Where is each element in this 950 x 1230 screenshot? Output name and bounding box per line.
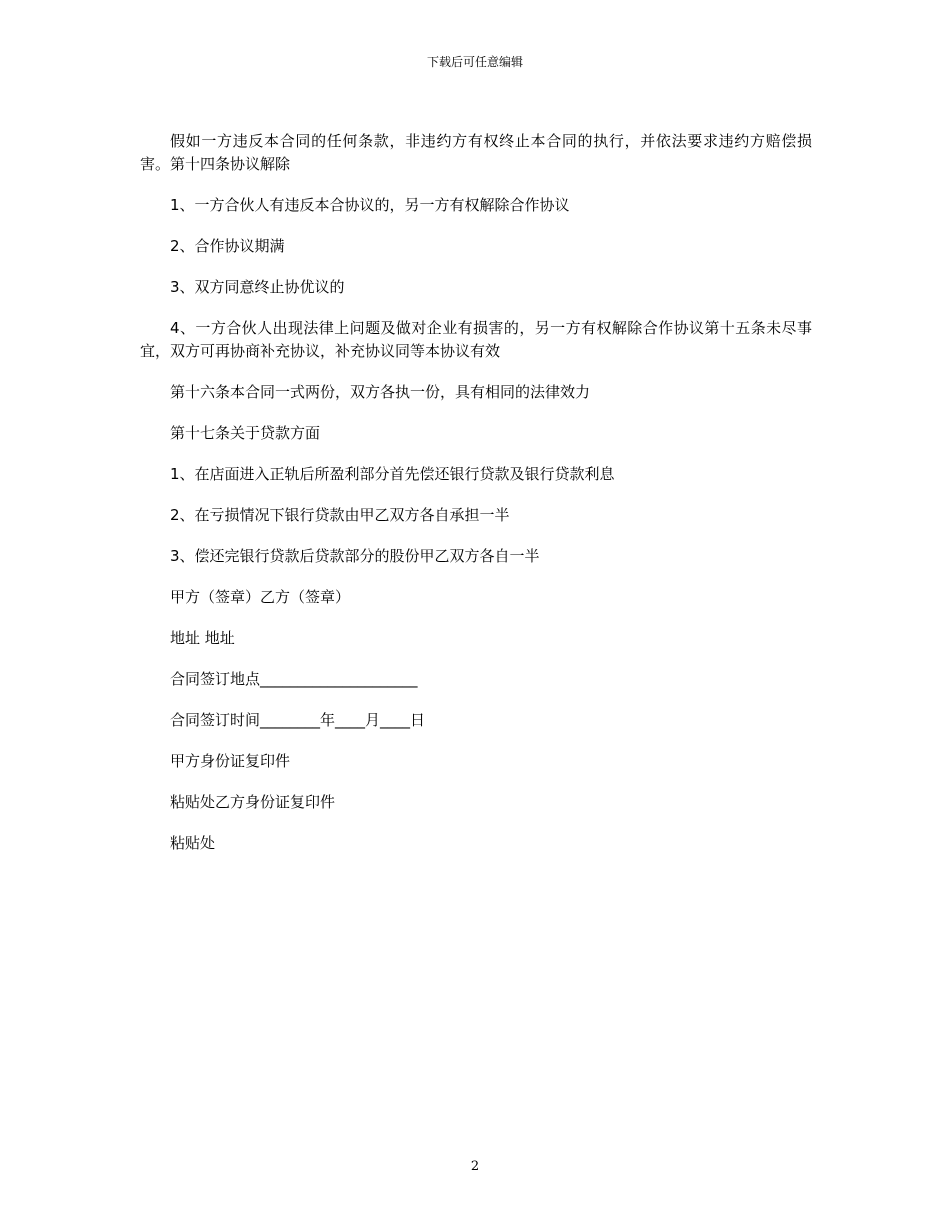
paragraph-loan-item-3: 3、偿还完银行贷款后贷款部分的股份甲乙双方各自一半: [170, 547, 540, 565]
party-a-id-copy: 甲方身份证复印件: [170, 752, 291, 770]
party-b-id-copy: 粘贴处乙方身份证复印件: [170, 793, 336, 811]
page-header: 下载后可任意编辑: [426, 55, 523, 69]
signing-place-line: 合同签订地点_____________________: [170, 670, 418, 688]
paragraph-item-4: 4、一方合伙人出现法律上问题及做对企业有损害的，另一方有权解除合作协议第十五条未尽事宜，双方可再协商补充协议，补充协议同等本协议有效: [140, 319, 812, 360]
signing-date-line: 合同签订时间________年____月____日: [170, 711, 426, 729]
paragraph-item-1: 1、一方合伙人有违反本合协议的，另一方有权解除合作协议: [170, 196, 570, 214]
signature-line: 甲方（签章）乙方（签章）: [170, 588, 351, 606]
paragraph-breach-clause: 假如一方违反本合同的任何条款，非违约方有权终止本合同的执行，并依法要求违约方赔偿损害。第十四条协议解除: [140, 132, 812, 173]
page-number: 2: [470, 1159, 480, 1174]
address-line: 地址 地址: [170, 629, 235, 647]
paragraph-item-2: 2、合作协议期满: [170, 237, 285, 255]
paragraph-article-17: 第十七条关于贷款方面: [170, 424, 321, 442]
paste-area-label: 粘贴处: [170, 834, 216, 852]
paragraph-loan-item-1: 1、在店面进入正轨后所盈利部分首先偿还银行贷款及银行贷款利息: [170, 465, 615, 483]
paragraph-article-16: 第十六条本合同一式两份，双方各执一份，具有相同的法律效力: [170, 383, 591, 401]
paragraph-loan-item-2: 2、在亏损情况下银行贷款由甲乙双方各自承担一半: [170, 506, 510, 524]
paragraph-item-3: 3、双方同意终止协优议的: [170, 278, 345, 296]
document-body: [140, 130, 812, 873]
